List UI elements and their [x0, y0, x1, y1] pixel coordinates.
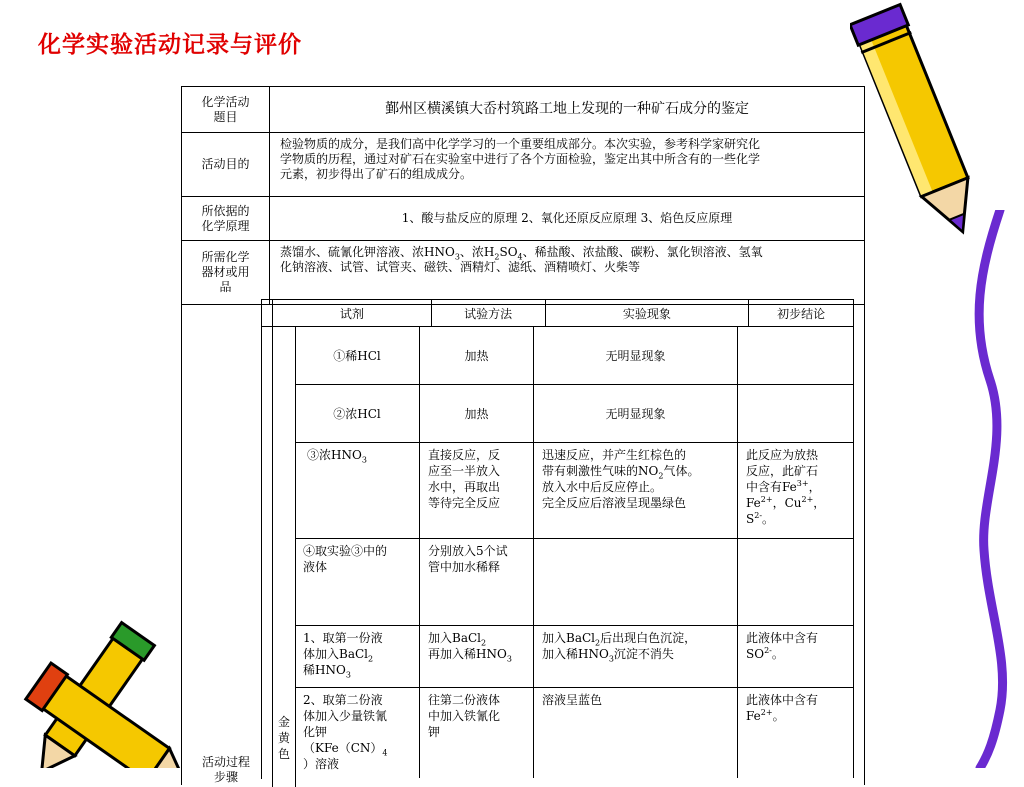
cell-conclusion [738, 385, 852, 442]
header-spacer [262, 300, 273, 326]
table-row [295, 385, 854, 443]
cell-reagent: ④取实验③中的 液体 [295, 539, 420, 625]
label-purpose: 活动目的 [182, 133, 270, 196]
cell-conclusion: 此反应为放热 反应，此矿石 中含有$Fe^{3+}$， $Fe^{2+}$，$Cu^{2+}$， $S^{2-}$。 [746, 448, 826, 526]
value-purpose: 检验物质的成分，是我们高中化学学习的一个重要组成部分。本次实验，参考科学家研究化 学物质的历程，通过对矿石在实验室中进行了各个方面检验，鉴定出其中所含有的一些化学 元素，初步得出了矿石的组成成分。 [280, 137, 761, 181]
label-materials: 所需化学 器材或用 品 [182, 241, 270, 304]
table-row [295, 626, 854, 688]
header-conclusion: 初步结论 [777, 306, 826, 321]
cell-reagent: ②浓HCl [295, 385, 420, 442]
table-row [295, 443, 854, 539]
cell-phenomenon: 迅速反应，并产生红棕色的 带有刺激性气味的$NO_2$气体。 放入水中后反应停止。 完全反应后溶液呈现墨绿色 [534, 443, 738, 538]
cell-method: 加入BaCl$_2$ 再加入稀$HNO_3$ [420, 626, 534, 687]
cell-conclusion [738, 539, 852, 625]
table-row [295, 327, 854, 385]
cell-method: 加热 [420, 327, 534, 384]
cell-method: 加热 [420, 385, 534, 442]
cell-phenomenon: 加入BaCl$_2$后出现白色沉淀， 加入稀$HNO_3$沉淀不消失 [534, 626, 738, 687]
label-principle: 所依据的 化学原理 [182, 197, 270, 240]
row-purpose [182, 133, 864, 197]
value-principle: 1、酸与盐反应的原理 2、氧化还原反应原理 3、焰色反应原理 [401, 211, 733, 225]
cell-phenomenon: 无明显现象 [534, 327, 738, 384]
header-reagent: 试剂 [273, 300, 432, 326]
cell-phenomenon: 溶液呈蓝色 [534, 688, 738, 778]
cell-reagent: ③浓$HNO_3$ [295, 443, 420, 538]
cell-method: 直接反应，反 应至一半放入 水中，再取出 等待完全反应 [420, 443, 534, 538]
cell-reagent: 2、取第二份液 体加入少量铁氰 化钾 （$KFe(CN)_4$ ）溶液 [295, 688, 420, 778]
header-method: 试验方法 [432, 300, 546, 326]
experiment-rows [295, 327, 854, 778]
label-process: 活动过程 步骤 [201, 755, 250, 784]
cell-conclusion: 此液体中含有 $SO^{2-}$。 [746, 631, 819, 661]
pencil-left-icon [0, 615, 210, 768]
row-materials [182, 241, 864, 305]
cell-method: 往第二份液体 中加入铁氰化 钾 [420, 688, 534, 778]
label-topic: 化学活动 题目 [182, 87, 270, 132]
table-row [295, 688, 854, 778]
cell-conclusion [738, 327, 852, 384]
row-principle [182, 197, 864, 241]
cell-method: 分别放入5个试 管中加水稀释 [420, 539, 534, 625]
cell-phenomenon [534, 539, 738, 625]
side-label: 金 黄 色 [277, 715, 290, 761]
cell-phenomenon: 无明显现象 [534, 385, 738, 442]
header-phenomenon: 实验现象 [546, 300, 750, 326]
cell-reagent: 1、取第一份液 体加入BaCl$_2$ 稀$HNO_3$ [295, 626, 420, 687]
slide-title: 化学实验活动记录与评价 [38, 32, 302, 58]
cell-conclusion: 此液体中含有 $Fe^{2+}$。 [746, 693, 819, 723]
value-materials: 蒸馏水、硫氰化钾溶液、浓$HNO_3$、浓$H_2SO_4$、稀盐酸、浓盐酸、碳粉、氯化钡溶液、氢氧 化钠溶液、试管、试管夹、磁铁、酒精灯、滤纸、酒精喷灯、火柴等 [280, 245, 763, 274]
table-row [295, 539, 854, 626]
value-topic: 鄞州区横溪镇大岙村筑路工地上发现的一种矿石成分的鉴定 [385, 101, 749, 117]
experiment-table-header [262, 299, 854, 327]
experiment-table [261, 299, 854, 779]
side-label-column [272, 327, 296, 787]
row-topic [182, 87, 864, 133]
purple-line-decoration [960, 210, 1024, 768]
cell-reagent: ①稀HCl [295, 327, 420, 384]
